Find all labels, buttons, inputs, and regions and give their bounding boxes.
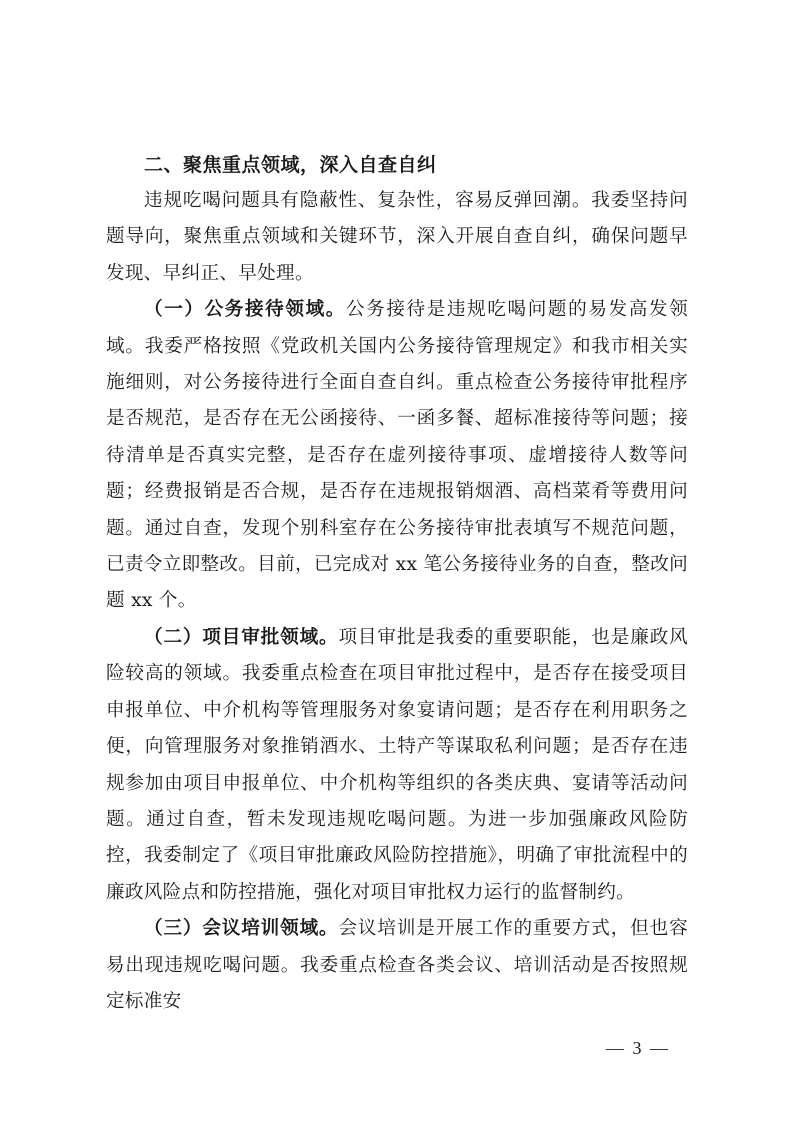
paragraph-lead: （三）会议培训领域。 <box>144 918 339 940</box>
document-body <box>106 147 688 1020</box>
paragraph-meeting-training <box>106 911 688 1020</box>
paragraph-text: 会议培训是开展工作的重要方式，但也容易出现违规吃喝问题。我委重点检查各类会议、培训活动是否按照规定标准安 <box>106 918 688 1012</box>
intro-paragraph: 违规吃喝问题具有隐蔽性、复杂性，容易反弹回潮。我委坚持问题导向，聚焦重点领域和关键环节，深入开展自查自纠，确保问题早发现、早纠正、早处理。 <box>106 190 688 284</box>
paragraph-text: 项目审批是我委的重要职能，也是廉政风险较高的领域。我委重点检查在项目审批过程中，是否存在接受项目申报单位、中介机构等管理服务对象宴请问题；是否存在利用职务之便，向管理服务对象推销酒水、土特产等谋取私利问题；是否存在违规参加由项目申报单位、中介机构等组织的各类庆典、宴请等活动问题。通过自查，暂未发现违规吃喝问题。为进一步加强廉政风险防控，我委制定了《项目审批廉政风险防控措施》，明确了审批流程中的廉政风险点和防控措施，强化对项目审批权力运行的监督制约。 <box>106 626 688 903</box>
paragraph-text: 公务接待是违规吃喝问题的易发高发领域。我委严格按照《党政机关国内公务接待管理规定》和我市相关实施细则，对公务接待进行全面自查自纠。重点检查公务接待审批程序是否规范，是否存在无公函接待、一函多餐、超标准接待等问题；接待清单是否真实完整，是否存在虚列接待事项、虚增接待人数等问题；经费报销是否合规，是否存在违规报销烟酒、高档菜肴等费用问题。通过自查，发现个别科室存在公务接待审批表填写不规范问题，已责令立即整改。目前，已完成对 xx 笔公务接待业务的自查，整改问题 xx 个。 <box>106 299 688 612</box>
paragraph-project-approval <box>106 620 688 911</box>
paragraph-lead: （二）项目审批领域。 <box>144 626 339 648</box>
page-number: — 3 — <box>606 1038 670 1058</box>
section-heading: 二、聚焦重点领域，深入自查自纠 <box>144 154 437 176</box>
paragraph-official-reception <box>106 292 688 620</box>
paragraph-lead: （一）公务接待领域。 <box>144 299 346 321</box>
